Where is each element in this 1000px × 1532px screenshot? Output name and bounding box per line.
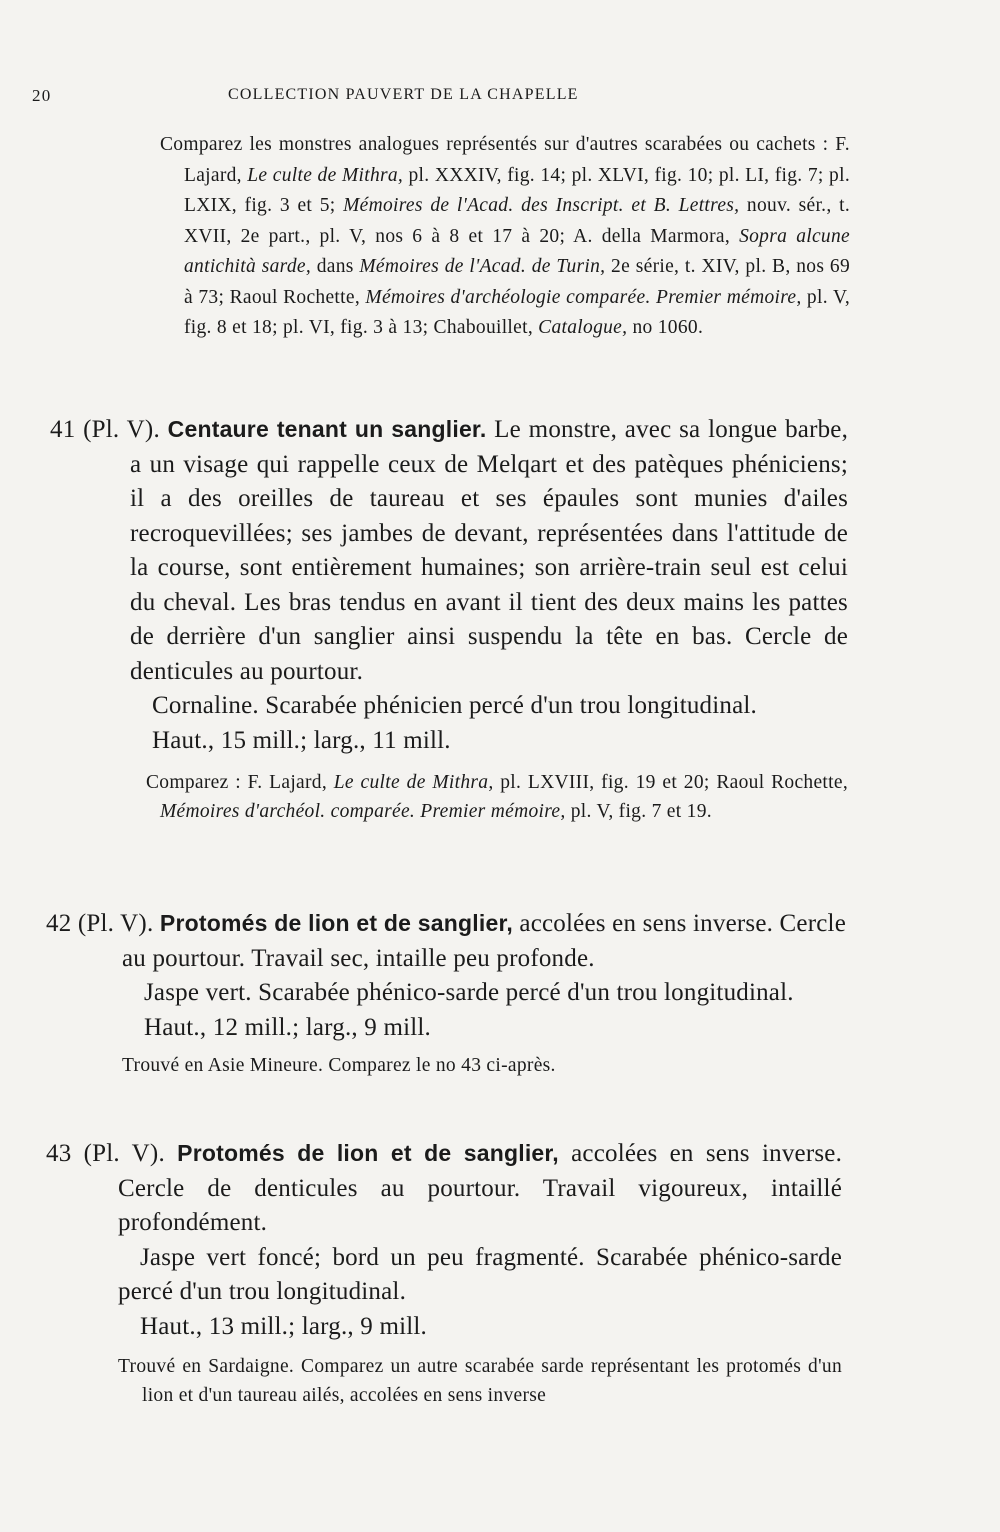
intro-note-text: Comparez les monstres analogues représentés sur d'autres scarabées ou cachets : F. Lajard, Le culte de Mithra, pl. XXXIV, fig. 14; pl. XLVI, fig. 10; pl. LI, fig. 7; pl. LXIX, fig. 3 et 5; Mémoires de l'Acad. des Inscript. et B. Lettres, nouv. sér., t. XVII, 2e part., pl. V, nos 6 à 8 et 17 à 20; A. della Marmora, Sopra alcune antichità sarde, dans Mémoires de l'Acad. de Turin, 2e série, t. XIV, pl. B, nos 69 à 73; Raoul Rochette, Mémoires d'archéologie comparée. Premier mémoire, pl. V, fig. 8 et 18; pl. VI, fig. 3 à 13; Chabouillet, Catalogue, no 1060.: [160, 134, 851, 338]
page-number: 20: [32, 86, 52, 105]
entry-dimensions: Haut., 15 mill.; larg., 11 mill.: [152, 726, 451, 754]
entry-heading: Protomés de lion et de sanglier,: [177, 1140, 559, 1166]
plate-ref: (Pl. V).: [77, 910, 154, 937]
entry-heading: Centaure tenant un sanglier.: [167, 416, 487, 442]
entry-dimensions: Haut., 12 mill.; larg., 9 mill.: [144, 1013, 431, 1041]
entry-43-body: [46, 1136, 842, 1410]
entry-number: 41: [50, 416, 76, 443]
entry-material: Jaspe vert foncé; bord un peu fragmenté. Scarabée phénico-sarde percé d'un trou longitudinal.: [118, 1243, 842, 1305]
entry-heading: Protomés de lion et de sanglier,: [159, 910, 513, 936]
entry-dimensions: Haut., 13 mill.; larg., 9 mill.: [140, 1312, 427, 1340]
running-title: COLLECTION PAUVERT DE LA CHAPELLE: [228, 86, 579, 103]
running-head: [32, 86, 672, 112]
plate-ref: (Pl. V).: [83, 416, 160, 443]
entry-41-body: [50, 412, 848, 826]
entry-description: accolées en sens inverse. Cercle de denticules au pourtour. Travail vigoureux, intaillé profondément.: [118, 1140, 843, 1236]
entry-material: Cornaline. Scarabée phénicien percé d'un trou longitudinal.: [152, 692, 757, 719]
entry-note: Trouvé en Asie Mineure. Comparez le no 43 ci-après.: [122, 1055, 556, 1076]
entry-42-body: [46, 906, 846, 1080]
entry-description: accolées en sens inverse. Cercle au pourtour. Travail sec, intaille peu profonde.: [122, 910, 846, 972]
entry-number: 42: [46, 910, 72, 937]
entry-note: Trouvé en Sardaigne. Comparez un autre scarabée sarde représentant les protomés d'un lion et d'un taureau ailés, accolées en sens inverse: [118, 1356, 842, 1406]
entry-note: Comparez : F. Lajard, Le culte de Mithra, pl. LXVIII, fig. 19 et 20; Raoul Rochette, Mémoires d'archéol. comparée. Premier mémoire, pl. V, fig. 7 et 19.: [146, 772, 849, 822]
intro-note: [160, 130, 850, 344]
entry-number: 43: [46, 1140, 72, 1167]
plate-ref: (Pl. V).: [83, 1140, 165, 1167]
entry-description: Le monstre, avec sa longue barbe, a un visage qui rappelle ceux de Melqart et des patèques phéniciens; il a des oreilles de taureau et ses épaules sont munies d'ailes recroquevillées; ses jambes de devant, représentées dans l'attitude de la course, sont entièrement humaines; son arrière-train seul est celui du cheval. Les bras tendus en avant il tient des deux mains les pattes de derrière d'un sanglier ainsi suspendu la tête en bas. Cercle de denticules au pourtour.: [130, 416, 849, 685]
entry-material: Jaspe vert. Scarabée phénico-sarde percé d'un trou longitudinal.: [144, 979, 794, 1006]
